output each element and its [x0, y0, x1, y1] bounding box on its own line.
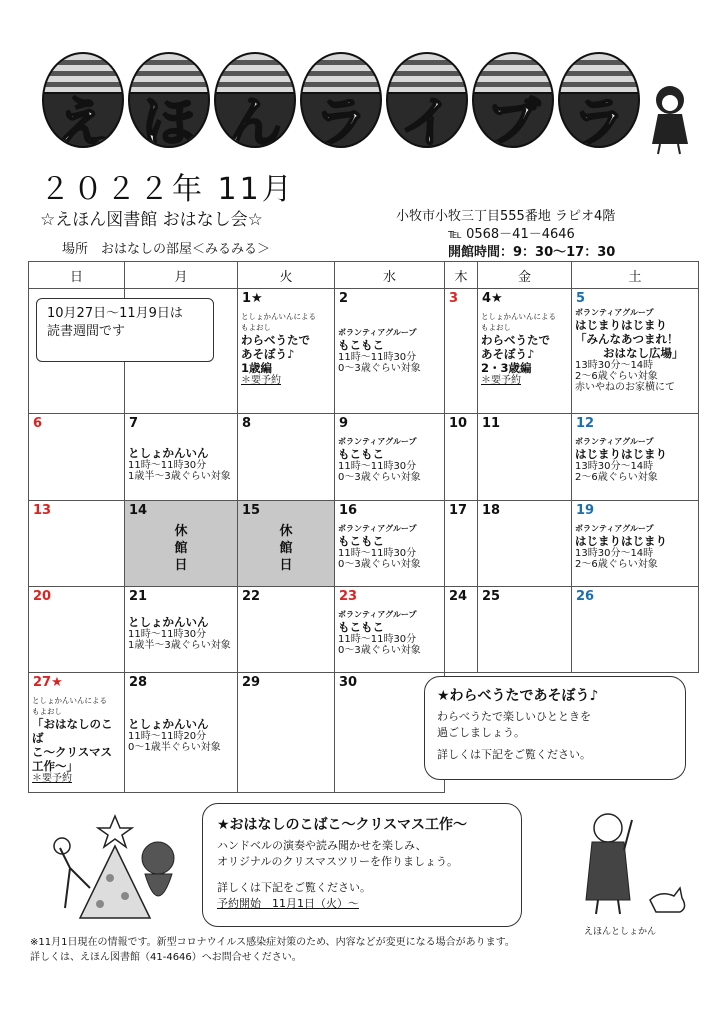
event-title: もこもこ [338, 338, 384, 352]
day-number: 25 [482, 589, 501, 604]
day-cell [572, 501, 699, 587]
day-number: 9 [339, 416, 349, 431]
day-cell [238, 414, 335, 501]
event-warabe [481, 311, 569, 386]
day-number: 6 [33, 416, 43, 431]
event-organizer: としょかんいんによる [481, 312, 556, 321]
closed-label: 休 館 日 [174, 524, 188, 573]
notice-line: 10月27日～11月9日は [47, 306, 183, 321]
day-number: 5 [576, 291, 586, 306]
day-cell [125, 587, 238, 673]
reservation-note: ＊要予約 [241, 375, 281, 386]
event-time: 11時～11時30分 [338, 634, 417, 645]
title-balloon: ほ [128, 52, 210, 148]
event-hajimari [575, 523, 696, 570]
day-cell [572, 289, 699, 414]
event-age: 2～6歳ぐらい対象 [575, 559, 658, 570]
event-mokomoko [338, 436, 442, 483]
day-cell [572, 414, 699, 501]
day-number: 22 [242, 589, 261, 604]
event-title: 工作～」 [32, 759, 78, 773]
girl-cat-illustration-icon [570, 800, 700, 930]
event-title: おはなし広場」 [603, 346, 684, 360]
day-cell [335, 289, 445, 414]
event-title: こ～クリスマス [32, 745, 113, 759]
weekday-wed: 水 [335, 262, 445, 289]
day-number: 26 [576, 589, 595, 604]
event-organizer: もよおし [241, 323, 271, 332]
event-age: 0～3歳ぐらい対象 [338, 472, 421, 483]
reservation-note: ＊要予約 [32, 773, 72, 784]
event-time: 11時～11時30分 [128, 629, 207, 640]
event-organizer: ボランティアグループ [575, 437, 654, 446]
title-balloon: ラ [558, 52, 640, 148]
title-balloon: え [42, 52, 124, 148]
event-title: もこもこ [338, 534, 384, 548]
event-age: 1歳半～3歳ぐらい対象 [128, 640, 231, 651]
event-title: もこもこ [338, 620, 384, 634]
bubble-title: ★わらべうたであそぼう♪ [437, 688, 599, 704]
event-age: 2・3歳編 [481, 361, 532, 375]
event-mokomoko [338, 327, 442, 374]
event-organizer: としょかんいんによる [32, 696, 107, 705]
day-cell-closed [125, 501, 238, 587]
girl-illustration-icon [640, 78, 700, 158]
bubble-text: 詳しくは下記をご覧ください。 [437, 748, 591, 761]
event-toshokanin [128, 615, 235, 651]
phone: ℡ 0568－41－4646 [448, 227, 575, 242]
event-mokomoko [338, 523, 442, 570]
day-cell [445, 587, 478, 673]
event-title: としょかんいん [128, 615, 209, 629]
illustration-caption: えほんとしょかん [584, 927, 657, 937]
day-number: 17 [449, 503, 468, 518]
weekday-header [29, 262, 699, 289]
reservation-note: ＊要予約 [481, 375, 521, 386]
day-number: 30 [339, 675, 358, 690]
title-balloon: イ [386, 52, 468, 148]
title-balloon: ん [214, 52, 296, 148]
weekday-sun: 日 [29, 262, 125, 289]
day-cell [335, 587, 445, 673]
event-title: はじまりはじまり [575, 534, 667, 548]
day-number: 21 [129, 589, 148, 604]
weekday-sat: 土 [572, 262, 699, 289]
event-time: 13時30分～14時 [575, 461, 654, 472]
day-cell [572, 587, 699, 673]
event-age: 2～6歳ぐらい対象 [575, 371, 658, 382]
event-age: 0～3歳ぐらい対象 [338, 559, 421, 570]
day-number: 16 [339, 503, 358, 518]
bubble-text: ハンドベルの演奏や読み聞かせを楽しみ、 [217, 839, 427, 852]
day-cell [238, 673, 335, 793]
day-number: 7 [129, 416, 139, 431]
warabe-info-bubble [424, 676, 686, 780]
event-organizer: としょかんいんによる [241, 312, 316, 321]
event-hajimari [575, 307, 696, 393]
event-ohanashi-kobako [32, 695, 122, 784]
day-number: 24 [449, 589, 468, 604]
event-age: 1歳半～3歳ぐらい対象 [128, 471, 231, 482]
weekday-tue: 火 [238, 262, 335, 289]
day-cell [478, 414, 572, 501]
event-title: あそぼう♪ [241, 347, 295, 361]
venue: 場所 おはなしの部屋＜みるみる＞ [62, 242, 271, 257]
week-row [29, 414, 699, 501]
day-number: 11 [482, 416, 501, 431]
event-title: わらべうたで [481, 333, 550, 347]
event-organizer: ボランティアグループ [338, 437, 417, 446]
day-number: 3 [449, 291, 459, 306]
event-title: あそぼう♪ [481, 347, 535, 361]
event-time: 11時～11時30分 [338, 461, 417, 472]
day-number: 14 [129, 503, 148, 518]
weekday-thu: 木 [445, 262, 478, 289]
event-organizer: ボランティアグループ [575, 308, 654, 317]
event-hajimari [575, 436, 696, 483]
event-organizer: もよおし [32, 707, 62, 716]
day-number: 10 [449, 416, 468, 431]
event-title: としょかんいん [128, 717, 209, 731]
day-cell [29, 414, 125, 501]
day-cell [335, 501, 445, 587]
bubble-text: わらべうたで楽しいひとときを [437, 710, 591, 723]
event-title: としょかんいん [128, 446, 209, 460]
bubble-title: ★おはなしのこばこ～クリスマス工作～ [217, 817, 467, 833]
day-number: 1★ [242, 291, 263, 306]
event-time: 11時～11時30分 [338, 548, 417, 559]
day-cell [238, 587, 335, 673]
day-number: 27★ [33, 675, 63, 690]
event-toshokanin [128, 717, 235, 753]
day-cell [478, 289, 572, 414]
event-location: 赤いやねのお家横にて [575, 382, 675, 393]
event-organizer: もよおし [481, 323, 511, 332]
event-toshokanin [128, 446, 235, 482]
day-number: 18 [482, 503, 501, 518]
event-title: わらべうたで [241, 333, 310, 347]
day-cell [29, 501, 125, 587]
bubble-text: 過ごしましょう。 [437, 726, 525, 739]
event-time: 11時～11時30分 [338, 352, 417, 363]
day-number: 15 [242, 503, 261, 518]
day-number: 20 [33, 589, 52, 604]
weekday-fri: 金 [478, 262, 572, 289]
day-number: 28 [129, 675, 148, 690]
bubble-text: 予約開始 11月1日（火）～ [217, 897, 359, 910]
event-title: もこもこ [338, 447, 384, 461]
day-cell [29, 587, 125, 673]
footer-line: ※11月1日現在の情報です。新型コロナウイルス感染症対策のため、内容などが変更になる場合があります。 [30, 937, 515, 948]
title-balloon: ラ [300, 52, 382, 148]
opening-hours: 開館時間：9：30～17：30 [448, 245, 616, 260]
event-organizer: ボランティアグループ [575, 524, 654, 533]
event-age: 0～1歳半ぐらい対象 [128, 742, 221, 753]
event-organizer: ボランティアグループ [338, 328, 417, 337]
day-number: 13 [33, 503, 52, 518]
day-number: 2 [339, 291, 349, 306]
weekday-mon: 月 [125, 262, 238, 289]
event-age: 0～3歳ぐらい対象 [338, 363, 421, 374]
reading-week-notice [36, 298, 214, 362]
day-cell [445, 289, 478, 414]
day-cell [125, 414, 238, 501]
week-row [29, 501, 699, 587]
day-number: 8 [242, 416, 252, 431]
day-cell-closed [238, 501, 335, 587]
day-number: 29 [242, 675, 261, 690]
day-cell [478, 501, 572, 587]
event-name: ☆えほん図書館 おはなし会☆ [40, 210, 263, 230]
bubble-text: オリジナルのクリスマスツリーを作りましょう。 [217, 855, 459, 868]
event-warabe [241, 311, 332, 386]
day-cell [445, 501, 478, 587]
year-month: ２０２２年 11月 [40, 172, 295, 207]
day-cell [125, 673, 238, 793]
event-time: 13時30分～14時 [575, 360, 654, 371]
xmas-info-bubble [202, 803, 522, 927]
day-number: 23 [339, 589, 358, 604]
event-age: 1歳編 [241, 361, 273, 375]
day-cell [335, 414, 445, 501]
footer-note [30, 935, 515, 965]
event-title: 「おはなしのこば [32, 717, 113, 745]
day-cell [238, 289, 335, 414]
event-title: はじまりはじまり [575, 318, 667, 332]
week-row [29, 587, 699, 673]
day-cell [445, 414, 478, 501]
day-cell [29, 673, 125, 793]
event-title: はじまりはじまり [575, 447, 667, 461]
event-age: 2～6歳ぐらい対象 [575, 472, 658, 483]
day-cell [478, 587, 572, 673]
event-age: 0～3歳ぐらい対象 [338, 645, 421, 656]
event-organizer: ボランティアグループ [338, 610, 417, 619]
day-number: 4★ [482, 291, 503, 306]
title-balloon: ブ [472, 52, 554, 148]
day-number: 19 [576, 503, 595, 518]
event-time: 11時～11時30分 [128, 460, 207, 471]
event-time: 13時30分～14時 [575, 548, 654, 559]
event-mokomoko [338, 609, 442, 656]
closed-label: 休 館 日 [279, 524, 293, 573]
address: 小牧市小牧三丁目555番地 ラピオ4階 [396, 209, 616, 224]
event-time: 11時～11時20分 [128, 731, 207, 742]
bubble-text: 詳しくは下記をご覧ください。 [217, 881, 371, 894]
footer-line: 詳しくは、えほん図書館（41-4646）へお問合せください。 [30, 952, 302, 963]
event-organizer: ボランティアグループ [338, 524, 417, 533]
day-number: 12 [576, 416, 595, 431]
event-title: 「みんなあつまれ！ [575, 332, 679, 346]
christmas-tree-illustration-icon [40, 808, 190, 928]
notice-line: 読書週間です [47, 324, 126, 339]
